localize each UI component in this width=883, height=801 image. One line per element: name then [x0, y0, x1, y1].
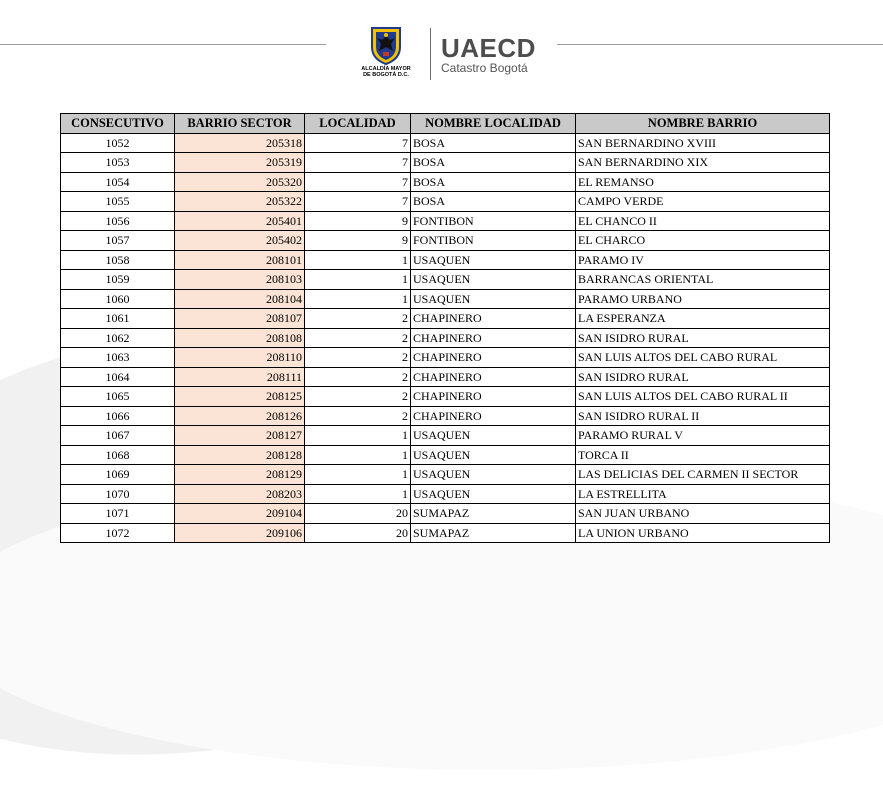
cell-barrio-sector: 205322 [175, 192, 305, 212]
cell-barrio-sector: 205318 [175, 133, 305, 153]
uaecd-brand [441, 34, 536, 75]
cell-nombre-barrio: SAN LUIS ALTOS DEL CABO RURAL [576, 348, 830, 368]
table-header-row [61, 114, 830, 134]
cell-barrio-sector: 208107 [175, 309, 305, 329]
header-rule-right [557, 44, 883, 45]
cell-localidad: 1 [305, 289, 411, 309]
cell-localidad: 2 [305, 309, 411, 329]
cell-localidad: 9 [305, 231, 411, 251]
table-row [61, 309, 830, 329]
cell-nombre-localidad: BOSA [411, 192, 576, 212]
cell-localidad: 1 [305, 445, 411, 465]
cell-barrio-sector: 208108 [175, 328, 305, 348]
cell-nombre-barrio: TORCA II [576, 445, 830, 465]
table-row [61, 192, 830, 212]
cell-nombre-localidad: USAQUEN [411, 270, 576, 290]
cell-consecutivo: 1058 [61, 250, 175, 270]
cell-localidad: 7 [305, 153, 411, 173]
cell-consecutivo: 1057 [61, 231, 175, 251]
cell-consecutivo: 1064 [61, 367, 175, 387]
cell-barrio-sector: 208129 [175, 465, 305, 485]
table-row [61, 387, 830, 407]
cell-nombre-barrio: EL CHARCO [576, 231, 830, 251]
cell-nombre-barrio: SAN ISIDRO RURAL [576, 328, 830, 348]
bogota-coat-of-arms-icon [369, 25, 403, 65]
cell-localidad: 2 [305, 367, 411, 387]
cell-nombre-barrio: LA ESTRELLITA [576, 484, 830, 504]
cell-consecutivo: 1062 [61, 328, 175, 348]
cell-nombre-barrio: CAMPO VERDE [576, 192, 830, 212]
cell-consecutivo: 1060 [61, 289, 175, 309]
cell-consecutivo: 1069 [61, 465, 175, 485]
cell-barrio-sector: 208110 [175, 348, 305, 368]
cell-localidad: 2 [305, 328, 411, 348]
neighborhood-table [60, 113, 830, 543]
cell-consecutivo: 1052 [61, 133, 175, 153]
cell-nombre-barrio: EL REMANSO [576, 172, 830, 192]
cell-consecutivo: 1056 [61, 211, 175, 231]
cell-barrio-sector: 205320 [175, 172, 305, 192]
table-row [61, 211, 830, 231]
table-row [61, 406, 830, 426]
cell-consecutivo: 1065 [61, 387, 175, 407]
cell-consecutivo: 1066 [61, 406, 175, 426]
column-header-localidad: LOCALIDAD [305, 114, 411, 134]
table-row [61, 270, 830, 290]
cell-barrio-sector: 205319 [175, 153, 305, 173]
cell-localidad: 1 [305, 270, 411, 290]
cell-nombre-barrio: SAN ISIDRO RURAL II [576, 406, 830, 426]
table-row [61, 484, 830, 504]
cell-nombre-barrio: EL CHANCO II [576, 211, 830, 231]
cell-nombre-barrio: SAN ISIDRO RURAL [576, 367, 830, 387]
cell-barrio-sector: 208125 [175, 387, 305, 407]
cell-nombre-localidad: CHAPINERO [411, 328, 576, 348]
column-header-nombre-barrio: NOMBRE BARRIO [576, 114, 830, 134]
table-row [61, 367, 830, 387]
table-row [61, 426, 830, 446]
header-rule-left [0, 44, 326, 45]
cell-barrio-sector: 205401 [175, 211, 305, 231]
cell-localidad: 1 [305, 250, 411, 270]
cell-localidad: 7 [305, 172, 411, 192]
cell-localidad: 2 [305, 387, 411, 407]
cell-consecutivo: 1059 [61, 270, 175, 290]
cell-localidad: 2 [305, 348, 411, 368]
cell-nombre-barrio: PARAMO RURAL V [576, 426, 830, 446]
cell-localidad: 1 [305, 465, 411, 485]
cell-consecutivo: 1053 [61, 153, 175, 173]
cell-localidad: 7 [305, 192, 411, 212]
cell-barrio-sector: 208103 [175, 270, 305, 290]
cell-localidad: 7 [305, 133, 411, 153]
cell-consecutivo: 1072 [61, 523, 175, 543]
cell-nombre-localidad: CHAPINERO [411, 348, 576, 368]
cell-barrio-sector: 208101 [175, 250, 305, 270]
cell-barrio-sector: 208104 [175, 289, 305, 309]
cell-barrio-sector: 208111 [175, 367, 305, 387]
cell-barrio-sector: 208126 [175, 406, 305, 426]
table-row [61, 231, 830, 251]
cell-nombre-barrio: PARAMO IV [576, 250, 830, 270]
seal-caption [357, 66, 415, 78]
cell-barrio-sector: 209104 [175, 504, 305, 524]
cell-nombre-localidad: USAQUEN [411, 465, 576, 485]
cell-nombre-localidad: SUMAPAZ [411, 504, 576, 524]
table-row [61, 153, 830, 173]
cell-barrio-sector: 208128 [175, 445, 305, 465]
table-row [61, 445, 830, 465]
column-header-nombre-localidad: NOMBRE LOCALIDAD [411, 114, 576, 134]
column-header-barrio-sector: BARRIO SECTOR [175, 114, 305, 134]
cell-localidad: 2 [305, 406, 411, 426]
cell-barrio-sector: 208127 [175, 426, 305, 446]
table-row [61, 348, 830, 368]
bogota-seal-logo [357, 25, 415, 81]
cell-nombre-localidad: CHAPINERO [411, 387, 576, 407]
cell-consecutivo: 1070 [61, 484, 175, 504]
cell-localidad: 20 [305, 504, 411, 524]
cell-nombre-localidad: BOSA [411, 172, 576, 192]
cell-nombre-barrio: PARAMO URBANO [576, 289, 830, 309]
cell-consecutivo: 1067 [61, 426, 175, 446]
cell-consecutivo: 1054 [61, 172, 175, 192]
cell-barrio-sector: 209106 [175, 523, 305, 543]
cell-nombre-barrio: SAN BERNARDINO XVIII [576, 133, 830, 153]
cell-consecutivo: 1063 [61, 348, 175, 368]
cell-consecutivo: 1061 [61, 309, 175, 329]
cell-nombre-barrio: LA ESPERANZA [576, 309, 830, 329]
table-row [61, 289, 830, 309]
brand-title: UAECD [441, 33, 536, 63]
column-header-consecutivo: CONSECUTIVO [61, 114, 175, 134]
table-row [61, 172, 830, 192]
cell-localidad: 1 [305, 484, 411, 504]
table-row [61, 504, 830, 524]
cell-nombre-localidad: FONTIBON [411, 211, 576, 231]
cell-nombre-localidad: USAQUEN [411, 426, 576, 446]
cell-barrio-sector: 208203 [175, 484, 305, 504]
cell-nombre-barrio: SAN BERNARDINO XIX [576, 153, 830, 173]
table-row [61, 250, 830, 270]
seal-caption-line1: ALCALDÍA MAYOR [361, 66, 411, 72]
cell-nombre-localidad: CHAPINERO [411, 367, 576, 387]
cell-nombre-localidad: USAQUEN [411, 445, 576, 465]
cell-nombre-localidad: CHAPINERO [411, 406, 576, 426]
table-row [61, 523, 830, 543]
seal-caption-line2: DE BOGOTÁ D.C. [363, 72, 409, 78]
cell-nombre-barrio: SAN LUIS ALTOS DEL CABO RURAL II [576, 387, 830, 407]
table-row [61, 465, 830, 485]
cell-nombre-localidad: SUMAPAZ [411, 523, 576, 543]
table-row [61, 328, 830, 348]
cell-nombre-barrio: LAS DELICIAS DEL CARMEN II SECTOR [576, 465, 830, 485]
cell-localidad: 9 [305, 211, 411, 231]
cell-barrio-sector: 205402 [175, 231, 305, 251]
cell-nombre-localidad: BOSA [411, 153, 576, 173]
cell-consecutivo: 1055 [61, 192, 175, 212]
cell-nombre-localidad: CHAPINERO [411, 309, 576, 329]
cell-nombre-localidad: USAQUEN [411, 250, 576, 270]
cell-nombre-localidad: FONTIBON [411, 231, 576, 251]
cell-nombre-localidad: BOSA [411, 133, 576, 153]
logo-divider [430, 28, 431, 80]
cell-localidad: 1 [305, 426, 411, 446]
cell-nombre-localidad: USAQUEN [411, 289, 576, 309]
cell-consecutivo: 1068 [61, 445, 175, 465]
table-body [61, 133, 830, 543]
cell-nombre-localidad: USAQUEN [411, 484, 576, 504]
cell-consecutivo: 1071 [61, 504, 175, 524]
cell-nombre-barrio: LA UNION URBANO [576, 523, 830, 543]
cell-nombre-barrio: BARRANCAS ORIENTAL [576, 270, 830, 290]
cell-nombre-barrio: SAN JUAN URBANO [576, 504, 830, 524]
cell-localidad: 20 [305, 523, 411, 543]
brand-subtitle: Catastro Bogotá [441, 61, 528, 75]
table-row [61, 133, 830, 153]
